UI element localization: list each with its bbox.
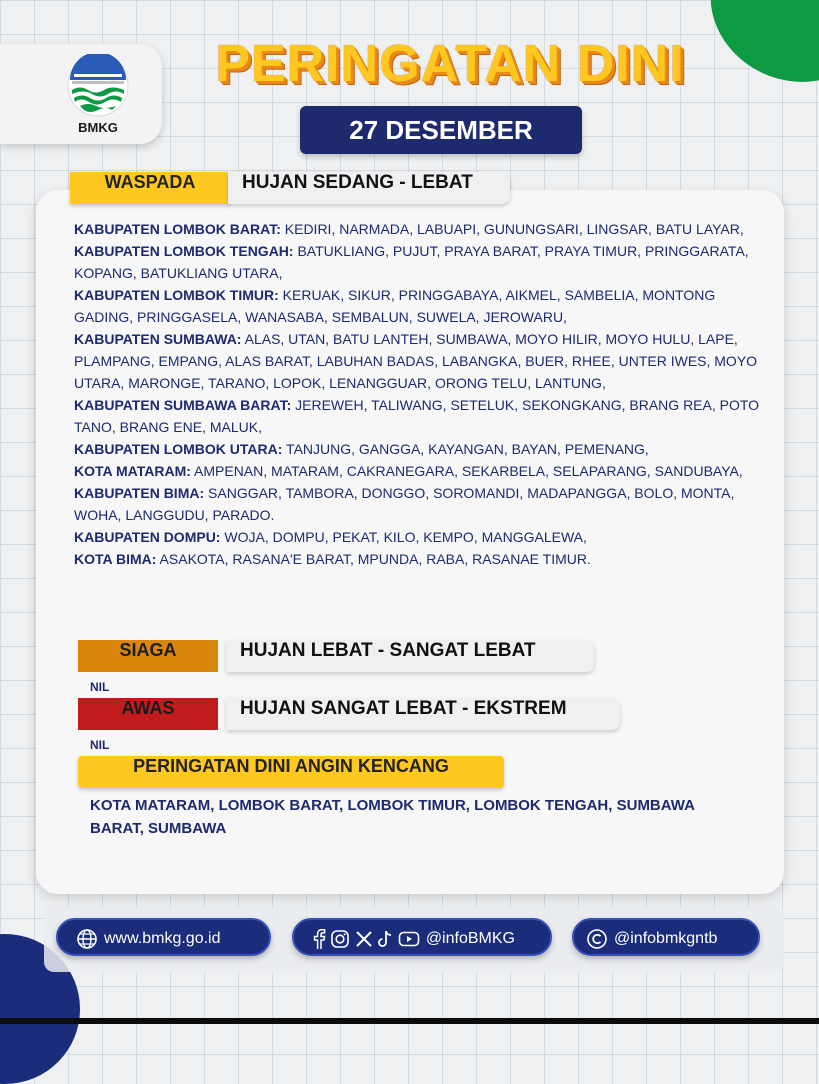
region-name: KABUPATEN DOMPU: — [74, 529, 221, 545]
region-name: KOTA MATARAM: — [74, 463, 191, 479]
region-name: KABUPATEN LOMBOK UTARA: — [74, 441, 283, 457]
bottom-bar — [0, 1018, 819, 1024]
waspada-badge: WASPADA — [70, 172, 230, 204]
region-item — [74, 284, 774, 328]
region-areas: SANGGAR, TAMBORA, DONGGO, SOROMANDI, MADAPANGGA, BOLO, MONTA, WOHA, LANGGUDU, PARADO. — [74, 485, 735, 523]
awas-title: HUJAN SANGAT LEBAT - EKSTREM — [226, 698, 620, 730]
region-item — [74, 394, 774, 438]
page-title: PERINGATAN DINI — [215, 35, 685, 93]
region-item — [74, 460, 774, 482]
region-list — [74, 218, 774, 570]
copyright-icon — [586, 928, 608, 950]
region-areas: JEREWEH, TALIWANG, SETELUK, SEKONGKANG, BRANG REA, POTO TANO, BRANG ENE, MALUK, — [74, 397, 760, 435]
region-name: KABUPATEN LOMBOK TENGAH: — [74, 243, 294, 259]
region-item — [74, 548, 774, 570]
awas-badge: AWAS — [78, 698, 218, 730]
siaga-badge: SIAGA — [78, 640, 218, 672]
globe-icon — [76, 928, 98, 950]
region-item — [74, 218, 774, 240]
region-item — [74, 438, 774, 460]
siaga-status: NIL — [90, 680, 110, 694]
logo-card — [0, 44, 162, 144]
region-name: KABUPATEN SUMBAWA: — [74, 331, 242, 347]
region-areas: WOJA, DOMPU, PEKAT, KILO, KEMPO, MANGGALEWA, — [220, 529, 587, 545]
region-item — [74, 328, 774, 394]
region-item — [74, 240, 774, 284]
region-name: KABUPATEN LOMBOK BARAT: — [74, 221, 281, 237]
region-areas: ASAKOTA, RASANA'E BARAT, MPUNDA, RABA, RASANAE TIMUR. — [156, 551, 591, 567]
logo-text: BMKG — [78, 120, 118, 135]
bmkg-logo-icon — [66, 54, 130, 118]
region-areas: KERUAK, SIKUR, PRINGGABAYA, AIKMEL, SAMBELIA, MONTONG GADING, PRINGGASELA, WANASABA, SEMBALUN, SUWELA, JEROWARU, — [74, 287, 716, 325]
website-link[interactable] — [56, 918, 271, 956]
wind-warning-badge: PERINGATAN DINI ANGIN KENCANG — [78, 756, 504, 788]
region-item — [74, 526, 774, 548]
region-areas: KEDIRI, NARMADA, LABUAPI, GUNUNGSARI, LINGSAR, BATU LAYAR, — [280, 221, 744, 237]
region-areas: AMPENAN, MATARAM, CAKRANEGARA, SEKARBELA, SELAPARANG, SANDUBAYA, — [190, 463, 743, 479]
region-name: KABUPATEN LOMBOK TIMUR: — [74, 287, 279, 303]
region-name: KABUPATEN SUMBAWA BARAT: — [74, 397, 292, 413]
tiktok-icon — [377, 929, 393, 949]
facebook-icon — [312, 929, 326, 949]
date-banner: 27 DESEMBER — [300, 106, 582, 154]
website-text: www.bmkg.go.id — [104, 930, 221, 947]
region-areas: ALAS, UTAN, BATU LANTEH, SUMBAWA, MOYO HILIR, MOYO HULU, LAPE, PLAMPANG, EMPANG, ALAS BARAT, LABUHAN BADAS, LABANGKA, BUER, RHEE, UNTER IWES, MOYO UTARA, MARONGE, TARANO, LOPOK, LENANGGUAR, ORONG TELU, LANTUNG, — [74, 331, 758, 391]
region-item — [74, 482, 774, 526]
regional-link[interactable] — [572, 918, 760, 956]
youtube-icon — [398, 930, 420, 948]
instagram-icon — [330, 929, 350, 949]
social-link[interactable] — [292, 918, 552, 956]
region-name: KABUPATEN BIMA: — [74, 485, 205, 501]
social-handle: @infoBMKG — [425, 930, 515, 947]
awas-status: NIL — [90, 738, 110, 752]
region-areas: TANJUNG, GANGGA, KAYANGAN, BAYAN, PEMENANG, — [282, 441, 649, 457]
siaga-title: HUJAN LEBAT - SANGAT LEBAT — [226, 640, 594, 672]
waspada-title: HUJAN SEDANG - LEBAT — [228, 172, 510, 204]
regional-handle: @infobmkgntb — [614, 930, 718, 947]
region-name: KOTA BIMA: — [74, 551, 157, 567]
wind-warning-areas: KOTA MATARAM, LOMBOK BARAT, LOMBOK TIMUR, LOMBOK TENGAH, SUMBAWA BARAT, SUMBAWA — [90, 797, 695, 837]
x-twitter-icon — [355, 930, 373, 948]
region-areas: BATUKLIANG, PUJUT, PRAYA BARAT, PRAYA TIMUR, PRINGGARATA, KOPANG, BATUKLIANG UTARA, — [74, 243, 749, 281]
